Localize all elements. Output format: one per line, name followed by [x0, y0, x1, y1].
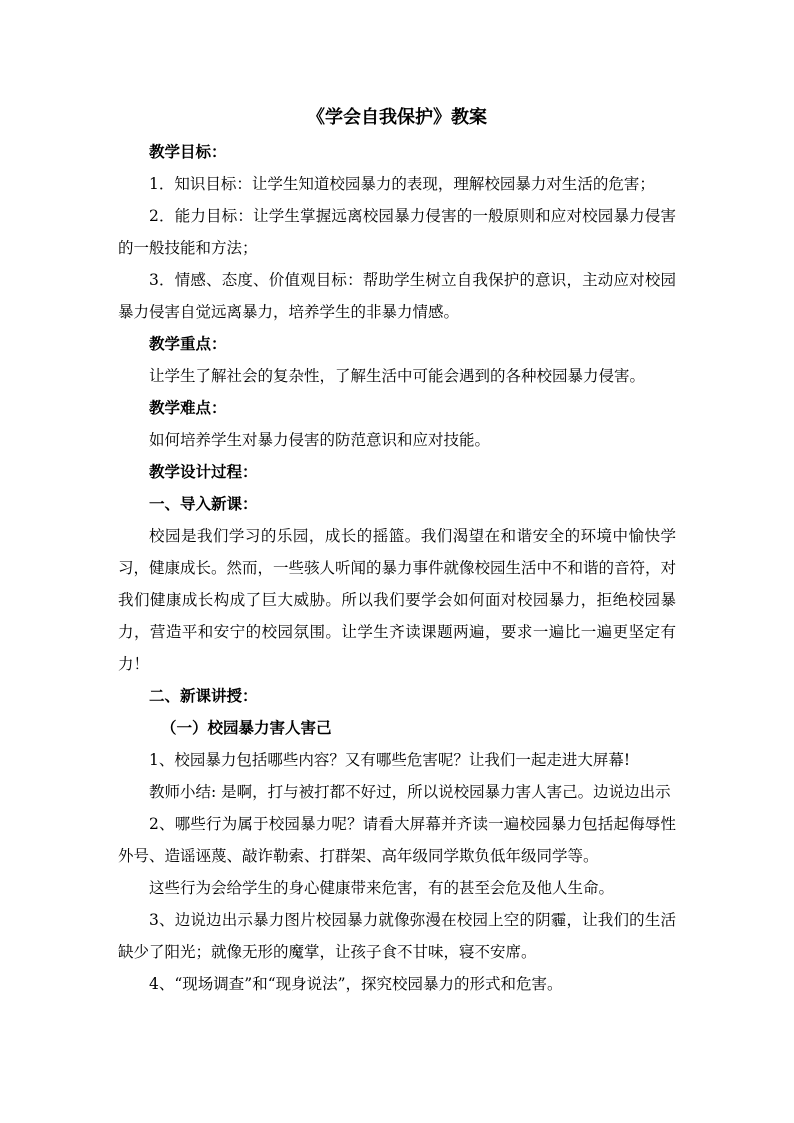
section-heading: 一、导入新课： [149, 494, 258, 513]
paragraph-list [118, 136, 676, 1000]
paragraph-text: 3．情感、态度、价值观目标：帮助学生树立自我保护的意识，主动应对校园暴力侵害自觉远离暴力，培养学生的非暴力情感。 [118, 271, 676, 321]
section-heading: 教学目标： [149, 142, 227, 161]
section-heading: 教学设计过程： [149, 462, 258, 481]
paragraph-text: 1．知识目标：让学生知道校园暴力的表现，理解校园暴力对生活的危害； [149, 175, 655, 193]
section-heading: 二、新课讲授： [149, 686, 258, 705]
document-body [118, 100, 676, 1000]
section-heading: 教学难点： [149, 398, 227, 417]
paragraph-text: 如何培养学生对暴力侵害的防范意识和应对技能。 [149, 431, 491, 449]
section-heading: （一）校园暴力害人害己 [161, 718, 332, 737]
paragraph-text: 让学生了解社会的复杂性，了解生活中可能会遇到的各种校园暴力侵害。 [149, 367, 646, 385]
paragraph-text: 4、“现场调查”和“现身说法”，探究校园暴力的形式和危害。 [149, 975, 563, 993]
paragraph-text: 3、边说边出示暴力图片校园暴力就像弥漫在校园上空的阴霾，让我们的生活缺少了阳光；就像无形的魔掌，让孩子食不甘味，寝不安席。 [118, 911, 676, 961]
paragraph-text: 2．能力目标：让学生掌握远离校园暴力侵害的一般原则和应对校园暴力侵害的一般技能和方法； [118, 207, 676, 257]
section-heading: 教学重点： [149, 334, 227, 353]
paragraph-text: 这些行为会给学生的身心健康带来危害，有的甚至会危及他人生命。 [149, 879, 615, 897]
paragraph-text: 校园是我们学习的乐园，成长的摇篮。我们渴望在和谐安全的环境中愉快学习，健康成长。然而，一些骇人听闻的暴力事件就像校园生活中不和谐的音符，对我们健康成长构成了巨大威胁。所以我们要学会如何面对校园暴力，拒绝校园暴力，营造平和安宁的校园氛围。让学生齐读课题两遍，要求一遍比一遍更坚定有力！ [118, 527, 677, 673]
paragraph-text: 教师小结: 是啊，打与被打都不好过，所以说校园暴力害人害己。边说边出示 [149, 783, 671, 801]
document-title: 《学会自我保护》教案 [307, 107, 487, 128]
paragraph-text: 1、校园暴力包括哪些内容？又有哪些危害呢？让我们一起走进大屏幕! [149, 751, 631, 769]
paragraph-text: 2、哪些行为属于校园暴力呢？请看大屏幕并齐读一遍校园暴力包括起侮辱性外号、造谣诬蔑、敲诈勒索、打群架、高年级同学欺负低年级同学等。 [118, 815, 676, 865]
